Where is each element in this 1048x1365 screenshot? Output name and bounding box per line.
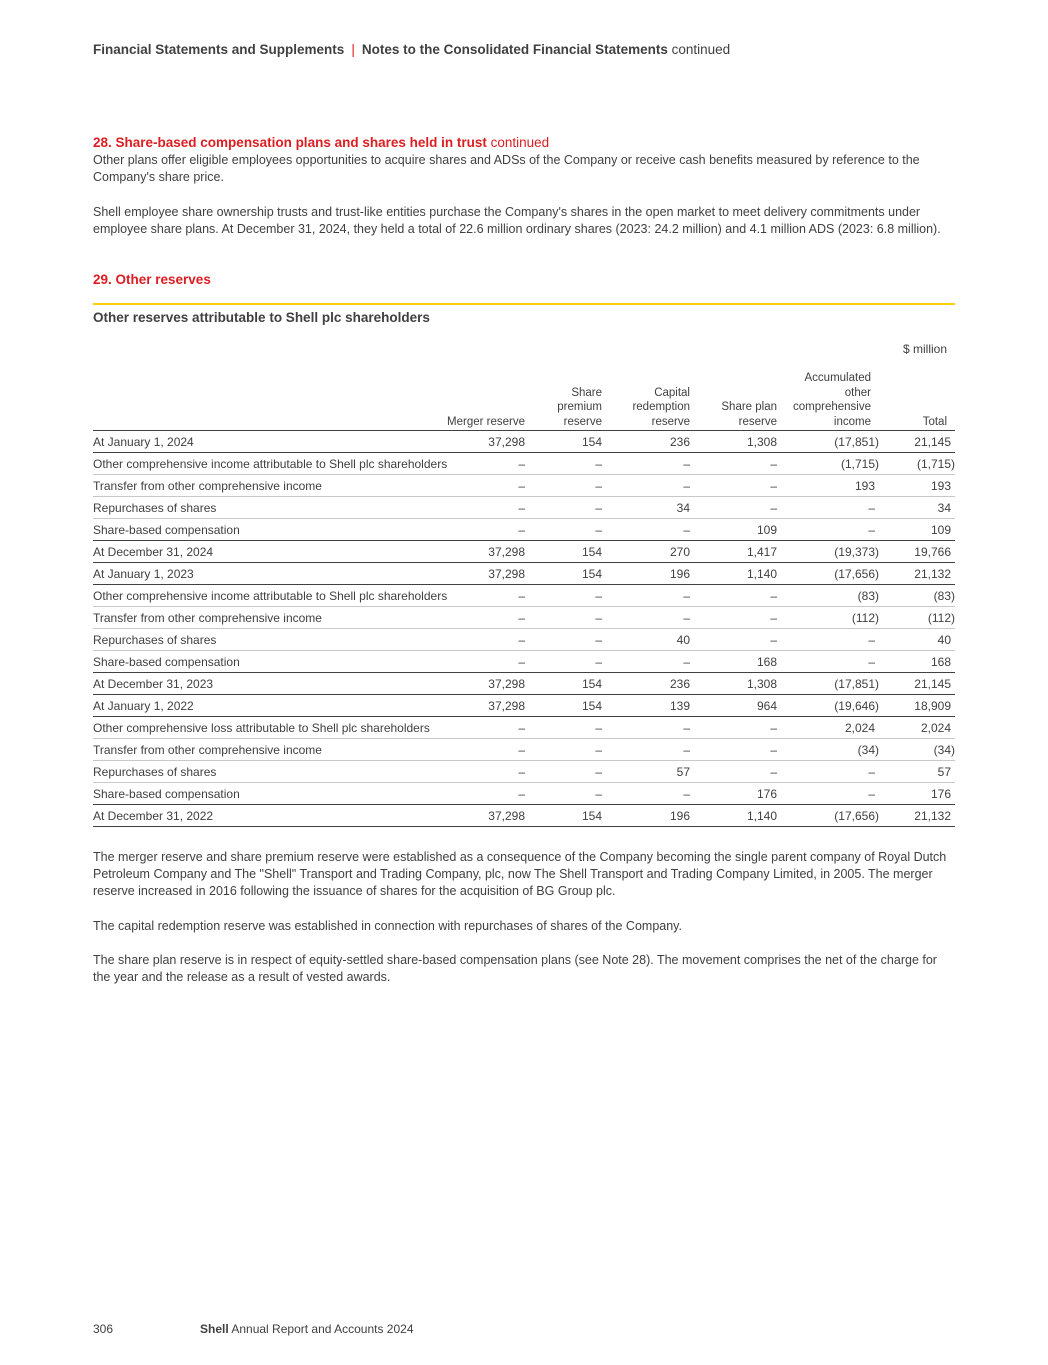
table-cell: 19,766: [914, 545, 951, 559]
header-subsection: Notes to the Consolidated Financial Statements: [361, 42, 668, 57]
table-cell: 34: [937, 501, 951, 515]
table-cell: 21,132: [914, 567, 951, 581]
table-cell: 1,140: [746, 809, 777, 823]
note-28-title-text: 28. Share-based compensation plans and shares held in trust: [93, 135, 487, 150]
table-cell: 1,308: [746, 677, 777, 691]
other-reserves-table: [93, 430, 955, 827]
table-cell: –: [595, 479, 602, 493]
table-cell: –: [595, 743, 602, 757]
table-cell: 193: [930, 479, 951, 493]
table-row: [93, 607, 955, 629]
table-cell: 176: [930, 787, 951, 801]
header-continued: continued: [671, 42, 731, 57]
table-cell: 176: [756, 787, 777, 801]
table-cell: –: [595, 589, 602, 603]
table-cell: 40: [676, 633, 690, 647]
table-cell: 154: [581, 545, 602, 559]
table-cell: –: [518, 611, 525, 625]
table-row: [93, 805, 955, 827]
table-cell: 154: [581, 435, 602, 449]
table-row: [93, 453, 955, 475]
table-cell: (17,656): [834, 809, 879, 823]
row-label: At December 31, 2022: [93, 809, 214, 823]
table-cell: –: [595, 523, 602, 537]
table-row: [93, 629, 955, 651]
note-29-paragraph-1: The merger reserve and share premium reserve were established as a consequence of the Company becoming the single parent company of Royal Dutch Petroleum Company and The "Shell" Transport and Trading Company, plc, now The Shell Transport and Trading Company Limited, in 2005. The merger reserve increased in 2016 following the issuance of shares for the acquisition of BG Group plc.: [93, 850, 947, 898]
table-cell: –: [595, 501, 602, 515]
table-cell: 37,298: [488, 567, 525, 581]
table-cell: –: [683, 611, 690, 625]
table-cell: –: [518, 501, 525, 515]
table-cell: 109: [756, 523, 777, 537]
table-cell: –: [518, 655, 525, 669]
table-cell: –: [770, 457, 777, 471]
table-cell: 168: [756, 655, 777, 669]
table-cell: 1,417: [746, 545, 777, 559]
table-cell: –: [868, 523, 875, 537]
table-cell: 154: [581, 677, 602, 691]
table-cell: 21,132: [914, 809, 951, 823]
table-cell: –: [518, 457, 525, 471]
page-header: [93, 42, 730, 57]
table-cell: –: [770, 589, 777, 603]
table-cell: –: [518, 765, 525, 779]
row-label: Other comprehensive income attributable to Shell plc shareholders: [93, 589, 448, 603]
table-cell: 37,298: [488, 545, 525, 559]
table-row: [93, 519, 955, 541]
table-cell: (1,715): [916, 457, 955, 471]
table-cell: –: [595, 765, 602, 779]
table-cell: (112): [851, 611, 879, 625]
table-cell: (17,656): [834, 567, 879, 581]
row-label: Repurchases of shares: [93, 501, 217, 515]
table-cell: 193: [854, 479, 875, 493]
table-cell: –: [770, 743, 777, 757]
report-title: Annual Report and Accounts 2024: [231, 1322, 414, 1336]
table-cell: –: [868, 655, 875, 669]
table-cell: 2,024: [844, 721, 875, 735]
table-cell: 34: [676, 501, 690, 515]
table-cell: (19,646): [834, 699, 879, 713]
table-cell: 2,024: [920, 721, 951, 735]
row-label: At December 31, 2024: [93, 545, 214, 559]
table-row: [93, 695, 955, 717]
table-cell: 139: [669, 699, 690, 713]
table-cell: –: [518, 743, 525, 757]
table-cell: 18,909: [914, 699, 951, 713]
table-cell: –: [683, 721, 690, 735]
section-divider: [93, 303, 955, 305]
row-label: At January 1, 2022: [93, 699, 194, 713]
table-cell: –: [518, 523, 525, 537]
table-cell: 109: [930, 523, 951, 537]
table-cell: 196: [669, 567, 690, 581]
table-cell: (34): [857, 743, 879, 757]
table-row: [93, 673, 955, 695]
table-cell: –: [518, 479, 525, 493]
table-cell: (112): [927, 611, 955, 625]
table-row: [93, 761, 955, 783]
table-cell: –: [595, 655, 602, 669]
table-cell: –: [868, 501, 875, 515]
row-label: Other comprehensive income attributable to Shell plc shareholders: [93, 457, 448, 471]
table-cell: 1,308: [746, 435, 777, 449]
table-cell: 37,298: [488, 809, 525, 823]
table-cell: –: [595, 611, 602, 625]
table-row: [93, 475, 955, 497]
col-header-share-plan-reserve: Share plan reserve: [721, 401, 777, 428]
table-cell: (1,715): [840, 457, 879, 471]
table-row: [93, 431, 955, 453]
table-cell: (83): [857, 589, 879, 603]
row-label: Share-based compensation: [93, 787, 240, 801]
note-28-paragraph-1: Other plans offer eligible employees opportunities to acquire shares and ADSs of the Company or receive cash benefits measured by reference to the Company's share price.: [93, 153, 920, 184]
table-cell: –: [770, 501, 777, 515]
table-cell: –: [595, 457, 602, 471]
table-cell: –: [683, 457, 690, 471]
row-label: Share-based compensation: [93, 655, 240, 669]
table-cell: 37,298: [488, 699, 525, 713]
row-label: Share-based compensation: [93, 523, 240, 537]
table-cell: 154: [581, 567, 602, 581]
table-cell: 37,298: [488, 435, 525, 449]
page-footer: [93, 1322, 414, 1336]
table-cell: –: [770, 611, 777, 625]
col-header-share-premium-reserve: Share premium reserve: [557, 386, 602, 428]
table-row: [93, 739, 955, 761]
table-cell: –: [770, 633, 777, 647]
row-label: At January 1, 2023: [93, 567, 194, 581]
table-cell: 40: [937, 633, 951, 647]
table-unit: $ million: [902, 342, 947, 356]
table-cell: –: [595, 721, 602, 735]
table-cell: 236: [669, 677, 690, 691]
table-cell: –: [518, 633, 525, 647]
table-cell: –: [770, 479, 777, 493]
header-section: Financial Statements and Supplements: [93, 42, 345, 57]
table-row: [93, 585, 955, 607]
table-cell: –: [868, 633, 875, 647]
header-separator: |: [351, 42, 355, 57]
page-number: 306: [93, 1322, 114, 1336]
table-cell: –: [683, 589, 690, 603]
row-label: Other comprehensive loss attributable to Shell plc shareholders: [93, 721, 430, 735]
table-cell: –: [595, 787, 602, 801]
table-cell: (17,851): [834, 435, 879, 449]
note-29-paragraph-2: The capital redemption reserve was established in connection with repurchases of shares of the Company.: [93, 919, 682, 933]
row-label: Repurchases of shares: [93, 765, 217, 779]
table-cell: –: [518, 721, 525, 735]
table-cell: 57: [937, 765, 951, 779]
table-cell: 964: [756, 699, 777, 713]
table-cell: –: [683, 655, 690, 669]
table-cell: –: [868, 765, 875, 779]
note-28-continued: continued: [490, 135, 550, 150]
table-cell: 196: [669, 809, 690, 823]
table-cell: –: [683, 523, 690, 537]
table-cell: 21,145: [914, 435, 951, 449]
row-label: Transfer from other comprehensive income: [93, 611, 322, 625]
note-28-paragraph-2: Shell employee share ownership trusts and trust-like entities purchase the Company's shares in the open market to meet delivery commitments under employee share plans. At December 31, 2024, they held a total of 22.6 million ordinary shares (2023: 24.2 million) and 4.1 million ADS (2023: 6.8 million).: [93, 205, 941, 236]
table-cell: (83): [933, 589, 955, 603]
col-header-accumulated-oci: Accumulated other comprehensive income: [793, 372, 871, 428]
table-cell: 21,145: [914, 677, 951, 691]
table-cell: –: [518, 787, 525, 801]
table-cell: 168: [930, 655, 951, 669]
brand-name: Shell: [200, 1322, 229, 1336]
table-cell: 154: [581, 809, 602, 823]
table-cell: 57: [676, 765, 690, 779]
table-row: [93, 497, 955, 519]
table-row: [93, 651, 955, 673]
table-cell: –: [770, 721, 777, 735]
table-cell: –: [683, 743, 690, 757]
table-cell: 236: [669, 435, 690, 449]
table-cell: 37,298: [488, 677, 525, 691]
table-cell: (17,851): [834, 677, 879, 691]
row-label: At December 31, 2023: [93, 677, 214, 691]
table-row: [93, 783, 955, 805]
table-row: [93, 541, 955, 563]
col-header-merger-reserve: Merger reserve: [447, 415, 525, 428]
table-cell: (19,373): [834, 545, 879, 559]
table-cell: –: [683, 479, 690, 493]
table-cell: 1,140: [746, 567, 777, 581]
table-cell: (34): [933, 743, 955, 757]
note-28-title: [93, 135, 549, 150]
table-cell: 270: [669, 545, 690, 559]
table-cell: –: [770, 765, 777, 779]
table-cell: –: [683, 787, 690, 801]
col-header-capital-redemption-reserve: Capital redemption reserve: [632, 386, 690, 428]
row-label: Repurchases of shares: [93, 633, 217, 647]
table-cell: –: [868, 787, 875, 801]
table-title: Other reserves attributable to Shell plc shareholders: [93, 310, 430, 325]
row-label: Transfer from other comprehensive income: [93, 743, 322, 757]
footer-brand: [200, 1322, 414, 1336]
table-cell: –: [518, 589, 525, 603]
table-row: [93, 717, 955, 739]
col-header-total: Total: [922, 415, 947, 428]
row-label: At January 1, 2024: [93, 435, 194, 449]
note-29-paragraph-3: The share plan reserve is in respect of equity-settled share-based compensation plans (see Note 28). The movement comprises the net of the charge for the year and the release as a result of vested awards.: [93, 953, 937, 984]
table-cell: –: [595, 633, 602, 647]
table-row: [93, 563, 955, 585]
table-cell: 154: [581, 699, 602, 713]
note-29-title: 29. Other reserves: [93, 272, 211, 287]
row-label: Transfer from other comprehensive income: [93, 479, 322, 493]
